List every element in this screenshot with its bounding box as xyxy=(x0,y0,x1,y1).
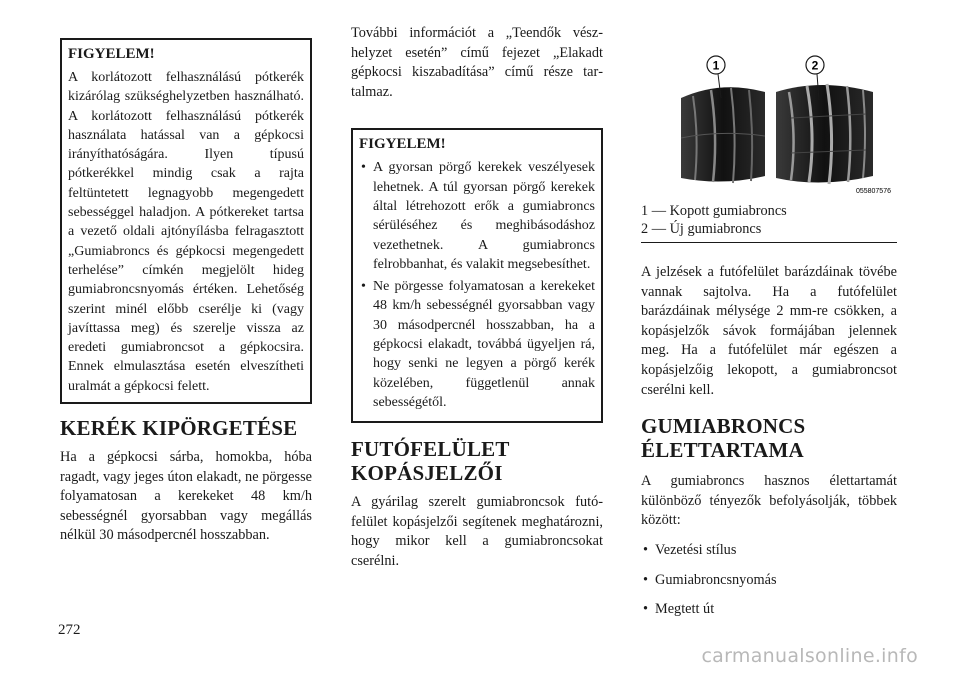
heading-line: GUMIABRONCS xyxy=(641,414,806,439)
callout-2 xyxy=(806,56,824,74)
warning-text: A korlátozott felhasználású pótkerék kizárólag szükséghelyzetben használható. A korlátozott felhasználású pótkerék használata hatással van a gépkocsi irányíthatóságára. Ilyen típusú pótkerékkel mindig csak a rajta feltüntetett legnagyobb megengedett sebességgel haladjon. A pótkereket tartsa a vezető oldali ajtónyílásba felragasztott „Gumiabroncs és gépkocsi megengedett terhelése” címkén megjelölt hideg gumiabroncsnyomás értéken. Lehetőség szerint minél előbb cserélje ki (vagy javíttassa meg) és szerelje vissza az eredeti gumiabroncsot a gépkocsira. Ennek elmulasztása esetén elveszítheti uralmát a gépkocsi felett. xyxy=(68,70,304,394)
callout-2-label: 2 xyxy=(811,58,819,73)
caption-divider xyxy=(641,242,897,243)
tread-wear-paragraph: A gyárilag szerelt gumiabroncsok futófelület kopásjelzői segítenek meghatározni, hogy mikor kell a gumiabroncsokat cserélni. xyxy=(351,494,603,570)
column-middle xyxy=(351,25,603,572)
heading-line: KOPÁSJELZŐI xyxy=(351,461,503,486)
callout-1 xyxy=(707,56,725,74)
warning-box-spinning-wheels xyxy=(351,128,603,423)
warning-bullet-list xyxy=(359,158,595,412)
section-heading-tire-life xyxy=(641,414,897,462)
tread-indicator-paragraph: A jelzések a futófelület barázdáinak tövébe vannak sajtolva. Ha a futófelület barázdáinak mélysége 2 mm-re csökken, a kopásjelzők sávok formájában jelennek meg. Ha a futófelület már egészen a kopásjelzőig lekopott, a gumiabroncsot cserélni kell. xyxy=(641,264,897,398)
watermark: carmanualsonline.info xyxy=(701,645,918,667)
list-item: • Megtett út xyxy=(641,600,897,620)
worn-tire-image xyxy=(681,87,765,183)
wheel-spin-paragraph: Ha a gépkocsi sárba, homokba, hóba ragadt, vagy jeges úton elakadt, ne pörgesse folyamatosan a kerekeket 48 km/h sebességnél gyorsabban vagy megállás nélkül 30 másodpercnél hosszabban. xyxy=(60,449,312,544)
tire-illustration xyxy=(641,48,897,198)
tire-life-factors-list xyxy=(641,541,897,620)
new-tire-image xyxy=(776,84,873,184)
section-heading-tread-wear xyxy=(351,437,603,485)
list-item: • Gumiabroncsnyomás xyxy=(641,571,897,591)
column-left xyxy=(60,38,312,546)
caption-line: 1 — Kopott gumiabroncs xyxy=(641,203,787,219)
warning-bullet: • Ne pörgesse folyamatosan a kerekeket 48 km/h sebességnél gyorsabban vagy 30 másodpercnél hosszabban, ha a gépkocsi elakadt, továbbá ügyeljen rá, hogy senki ne legyen a pörgő kerék közelében, függetlenül annak sebességétől. xyxy=(359,277,595,412)
callout-1-label: 1 xyxy=(712,58,720,73)
page-number: 272 xyxy=(58,622,81,638)
warning-title: FIGYELEM! xyxy=(359,136,446,153)
heading-line: ÉLETTARTAMA xyxy=(641,438,804,463)
figure-code: 055807576 xyxy=(855,188,891,195)
tire-wear-figure xyxy=(641,48,897,198)
list-item: • Vezetési stílus xyxy=(641,541,897,561)
warning-title: FIGYELEM! xyxy=(68,46,155,62)
column-right xyxy=(641,38,897,630)
warning-bullet: • A gyorsan pörgő kerekek veszélyesek lehetnek. A túl gyorsan pörgő kerekek által létrehozott erők a gumiabroncs sérüléséhez és meghibásodáshoz vezethetnek. A gumiabroncs felrobbanhat, és valakit megsebesíthet. xyxy=(359,158,595,274)
caption-line: 2 — Új gumiabroncs xyxy=(641,221,762,237)
section-heading-wheel-spin: KERÉK KIPÖRGETÉSE xyxy=(60,416,298,441)
warning-box-spare-tire xyxy=(60,38,312,404)
figure-caption xyxy=(641,202,897,243)
heading-line: FUTÓFELÜLET xyxy=(351,437,510,462)
tire-life-paragraph: A gumiabroncs hasznos élettartamát különböző tényezők befolyásolják, többek között: xyxy=(641,473,897,529)
intro-paragraph: További információt a „Teendők vészhelyzet esetén” című fejezet „Elakadt gépkocsi kiszabadítása” című része tartalmaz. xyxy=(351,25,603,100)
